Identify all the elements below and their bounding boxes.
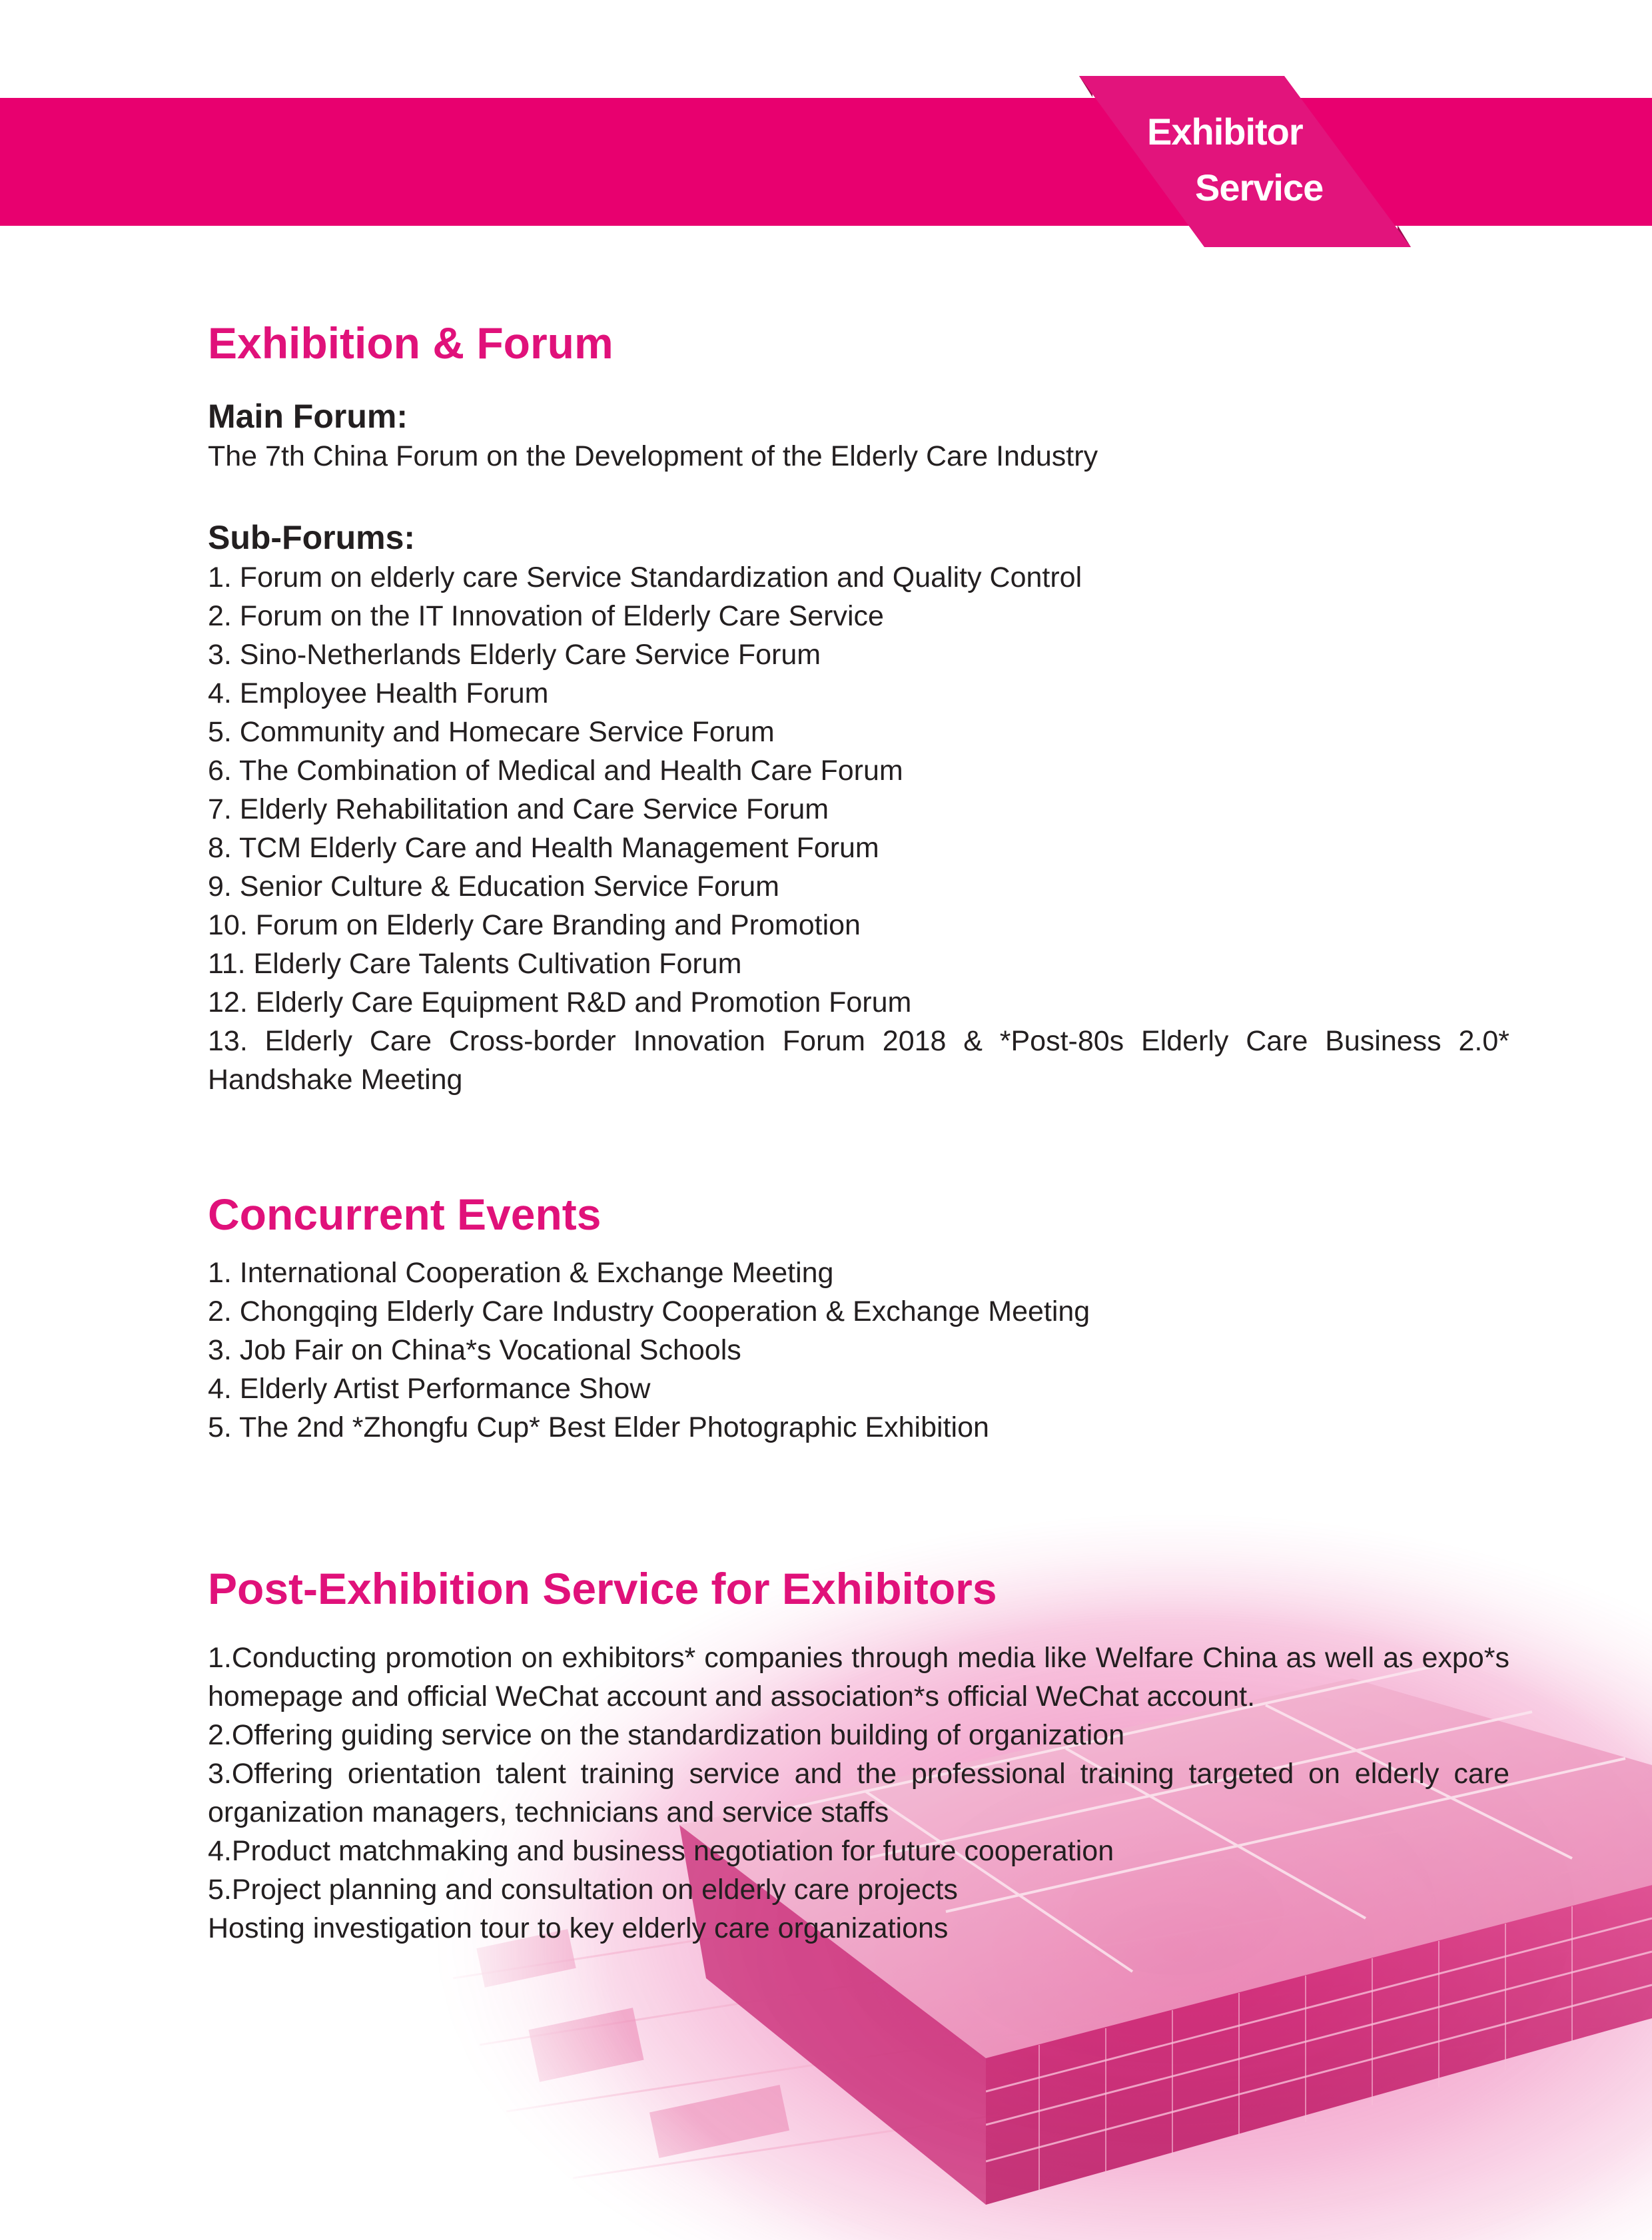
list-item: Hosting investigation tour to key elderly care organizations (208, 1912, 949, 1944)
list-item: 1. Forum on elderly care Service Standardization and Quality Control (208, 561, 1082, 593)
list-item: 3.Offering orientation talent training service and the professional training targeted on elderly care organization managers, technicians and service staffs (208, 1758, 1509, 1828)
list-item: 8. TCM Elderly Care and Health Management Forum (208, 832, 879, 864)
post-exhibition-service-list (208, 1639, 1509, 1948)
list-item: 5. The 2nd *Zhongfu Cup* Best Elder Photographic Exhibition (208, 1411, 989, 1443)
list-item: 4.Product matchmaking and business negotiation for future cooperation (208, 1835, 1114, 1867)
sub-forums-list (208, 558, 1509, 1099)
list-item: 9. Senior Culture & Education Service Forum (208, 871, 780, 903)
list-item: 2. Chongqing Elderly Care Industry Cooperation & Exchange Meeting (208, 1296, 1090, 1327)
list-item: 2. Forum on the IT Innovation of Elderly Care Service (208, 600, 884, 632)
section-title-concurrent-events: Concurrent Events (208, 1190, 602, 1239)
list-item: 10. Forum on Elderly Care Branding and Promotion (208, 909, 861, 941)
list-item: 12. Elderly Care Equipment R&D and Promotion Forum (208, 986, 912, 1018)
list-item: 5. Community and Homecare Service Forum (208, 716, 775, 748)
list-item: 1. International Cooperation & Exchange Meeting (208, 1257, 834, 1289)
list-item: 4. Elderly Artist Performance Show (208, 1373, 651, 1405)
main-forum-text: The 7th China Forum on the Development of the Elderly Care Industry (208, 440, 1098, 472)
list-item: 3. Job Fair on China*s Vocational Schools (208, 1334, 741, 1366)
list-item: 4. Employee Health Forum (208, 677, 549, 709)
list-item: 3. Sino-Netherlands Elderly Care Service Forum (208, 639, 821, 671)
exhibitor-service-ribbon (1072, 73, 1419, 250)
section-title-exhibition-forum: Exhibition & Forum (208, 318, 614, 368)
concurrent-events-list (208, 1254, 1090, 1447)
section-title-post-exhibition-service: Post-Exhibition Service for Exhibitors (208, 1564, 997, 1613)
list-item: 7. Elderly Rehabilitation and Care Service Forum (208, 793, 829, 825)
badge-line1: Exhibitor (1147, 111, 1303, 153)
list-item: 5.Project planning and consultation on elderly care projects (208, 1874, 958, 1906)
list-item: 13. Elderly Care Cross-border Innovation Forum 2018 & *Post-80s Elderly Care Business 2.0* Handshake Meeting (208, 1025, 1509, 1096)
list-item: 11. Elderly Care Talents Cultivation Forum (208, 948, 742, 980)
list-item: 2.Offering guiding service on the standardization building of organization (208, 1719, 1125, 1751)
list-item: 6. The Combination of Medical and Health Care Forum (208, 755, 903, 787)
list-item: 1.Conducting promotion on exhibitors* companies through media like Welfare China as well as expo*s homepage and official WeChat account and association*s official WeChat account. (208, 1642, 1509, 1712)
badge-line2: Service (1195, 167, 1324, 208)
sub-forums-label: Sub-Forums: (208, 519, 416, 556)
main-forum-label: Main Forum: (208, 398, 408, 435)
